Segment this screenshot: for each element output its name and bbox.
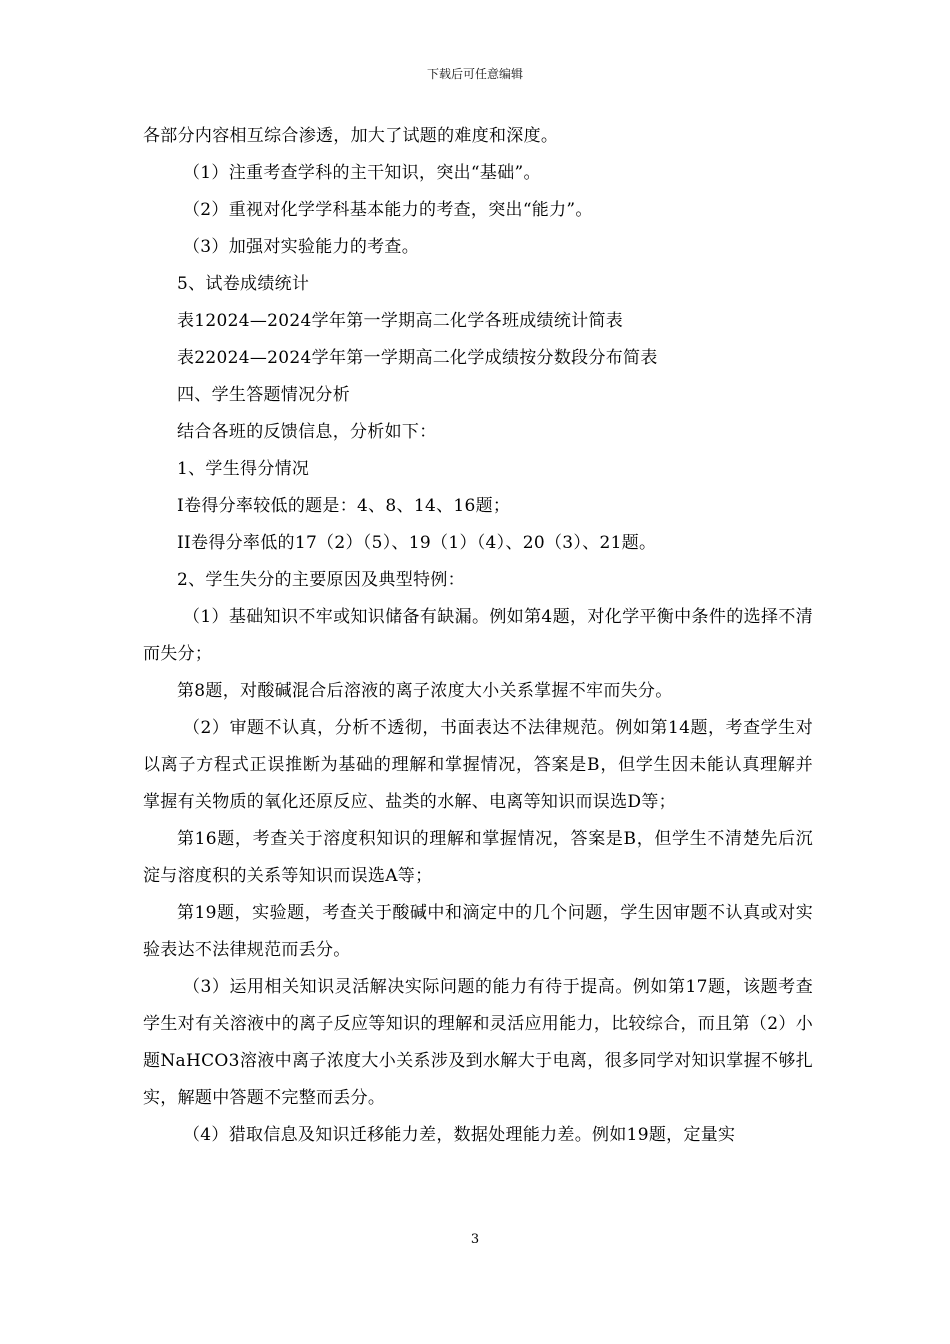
paragraph: （3）加强对实验能力的考查。 <box>183 237 420 257</box>
paragraph: （3）运用相关知识灵活解决实际问题的能力有待于提高。例如第17题，该题考查学生对有关溶液中的离子反应等知识的理解和灵活应用能力，比较综合，而且第（2）小题NaHCO3溶液中离子浓度大小关系涉及到水解大于电离，很多同学对知识掌握不够扎实，解题中答题不完整而丢分。 <box>143 977 813 1108</box>
paragraph: （2）审题不认真，分析不透彻，书面表达不法律规范。例如第14题，考查学生对以离子方程式正误推断为基础的理解和掌握情况，答案是B，但学生因未能认真理解并掌握有关物质的氧化还原反应、盐类的水解、电离等知识而误选D等； <box>143 718 813 812</box>
paragraph: 第16题，考查关于溶度积知识的理解和掌握情况，答案是B，但学生不清楚先后沉淀与溶度积的关系等知识而误选A等； <box>143 829 813 886</box>
section-heading: 四、学生答题情况分析 <box>177 385 350 405</box>
subsection-heading: 1、学生得分情况 <box>177 459 310 479</box>
paragraph: 结合各班的反馈信息，分析如下： <box>177 422 437 442</box>
document-body <box>143 118 813 1154</box>
paragraph: （4）猎取信息及知识迁移能力差，数据处理能力差。例如19题，定量实 <box>183 1125 736 1145</box>
paragraph: 第19题，实验题，考查关于酸碱中和滴定中的几个问题，学生因审题不认真或对实验表达不法律规范而丢分。 <box>143 903 813 960</box>
paragraph: II卷得分率低的17（2）（5）、19（1）（4）、20（3）、21题。 <box>177 533 657 553</box>
table-caption: 表22024—2024学年第一学期高二化学成绩按分数段分布简表 <box>177 348 658 368</box>
page-number: 3 <box>470 1232 480 1247</box>
subsection-heading: 2、学生失分的主要原因及典型特例： <box>177 570 465 590</box>
section-heading: 5、试卷成绩统计 <box>177 274 310 294</box>
paragraph: （2）重视对化学学科基本能力的考查，突出“能力”。 <box>183 200 593 220</box>
table-caption: 表12024—2024学年第一学期高二化学各班成绩统计简表 <box>177 311 624 331</box>
paragraph: （1）注重考查学科的主干知识，突出“基础”。 <box>183 163 541 183</box>
paragraph: 各部分内容相互综合渗透，加大了试题的难度和深度。 <box>143 126 559 146</box>
paragraph: （1）基础知识不牢或知识储备有缺漏。例如第4题，对化学平衡中条件的选择不清而失分； <box>143 607 813 664</box>
paragraph: 第8题，对酸碱混合后溶液的离子浓度大小关系掌握不牢而失分。 <box>177 681 673 701</box>
page-header: 下载后可任意编辑 <box>426 67 523 81</box>
paragraph: Ⅰ卷得分率较低的题是：4、8、14、16题； <box>177 496 511 516</box>
